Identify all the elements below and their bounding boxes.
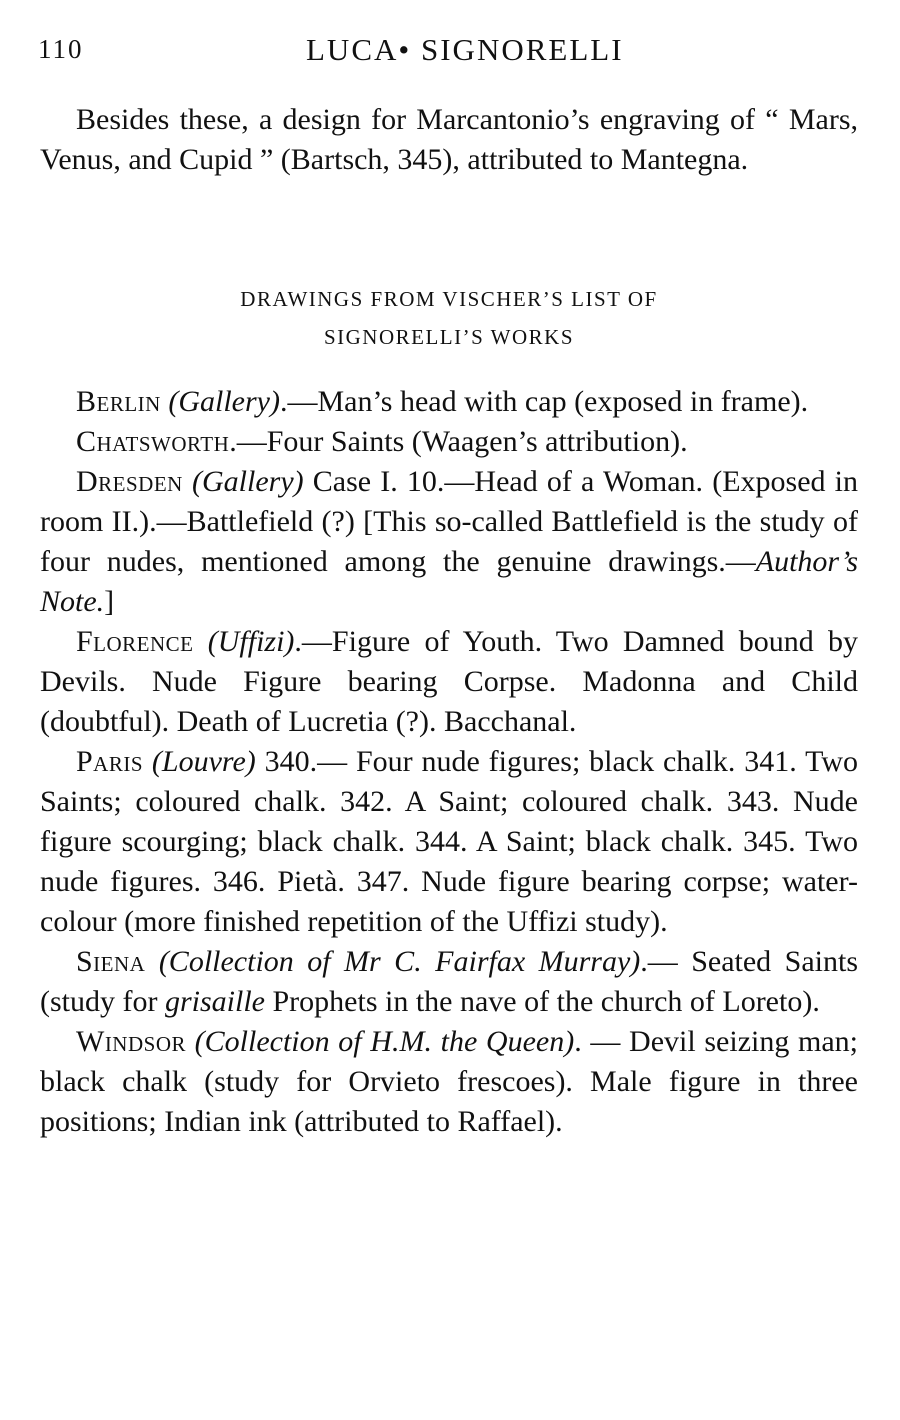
- entry-windsor: [40, 1022, 858, 1142]
- entries-list: [40, 382, 858, 1142]
- entry-paris: [40, 742, 858, 942]
- place-name: Windsor: [76, 1025, 186, 1058]
- running-title: LUCA• SIGNORELLI: [306, 32, 624, 67]
- entry-text: Case I. 10.—Head of a Woman. (Exposed in room II.).—Battlefield (?) [This so-called Battlefield is the study of four nudes, mentioned among the genuine drawings.—: [40, 465, 859, 578]
- section-heading: [40, 280, 858, 356]
- place-name: Dresden: [76, 465, 183, 498]
- intro-text: Besides these, a design for Marcantonio’s engraving of “ Mars, Venus, and Cupid ” (Bartsch, 345), attributed to Mantegna.: [40, 103, 858, 176]
- entry-text: .— Seated Saints (study for: [40, 945, 858, 1018]
- entry-text: .—Man’s head with cap (exposed in frame).: [279, 385, 809, 418]
- place-name: Berlin: [76, 385, 161, 418]
- entry-text: .—Four Saints (Waagen’s attribution).: [229, 425, 688, 458]
- location: (Gallery): [168, 385, 280, 418]
- location: (Gallery): [192, 465, 304, 498]
- entry-dresden: [40, 462, 858, 622]
- entry-siena: [40, 942, 858, 1022]
- page-number: 110: [38, 34, 84, 64]
- location: (Louvre): [151, 745, 256, 778]
- location: (Collection of Mr C. Fairfax Murray): [158, 945, 641, 978]
- italic-term: grisaille: [164, 985, 265, 1018]
- location: (Collection of H.M. the Queen): [194, 1025, 575, 1058]
- entry-text: . — Devil seizing man; black chalk (study for Orvieto frescoes). Male figure in three positions; Indian ink (attributed to Raffael).: [40, 1025, 858, 1138]
- section-title-line-1: DRAWINGS FROM VISCHER’S LIST OF: [240, 287, 658, 311]
- section-title-line-2: SIGNORELLI’S WORKS: [323, 325, 575, 349]
- place-name: Chatsworth: [76, 425, 230, 458]
- author-note: Author’s Note.: [40, 545, 858, 618]
- place-name: Paris: [76, 745, 144, 778]
- entry-berlin: [40, 382, 858, 422]
- place-name: Florence: [76, 625, 194, 658]
- page-header: [38, 30, 860, 74]
- entry-text-continued: Prophets in the nave of the church of Loreto).: [265, 985, 820, 1018]
- intro-paragraph: [40, 100, 858, 180]
- place-name: Siena: [76, 945, 146, 978]
- location: (Uffizi): [207, 625, 295, 658]
- entry-chatsworth: [40, 422, 858, 462]
- entry-text: .—Figure of Youth. Two Damned bound by Devils. Nude Figure bearing Corpse. Madonna and Child (doubtful). Death of Lucretia (?). Bacchanal.: [40, 625, 858, 738]
- entry-florence: [40, 622, 858, 742]
- entry-text: 340.— Four nude figures; black chalk. 341. Two Saints; coloured chalk. 342. A Saint; coloured chalk. 343. Nude figure scourging; black chalk. 344. A Saint; black chalk. 345. Two nude figures. 346. Pietà. 347. Nude figure bearing corpse; water-colour (more finished repetition of the Uffizi study).: [40, 745, 858, 938]
- closing-bracket: ]: [104, 585, 115, 618]
